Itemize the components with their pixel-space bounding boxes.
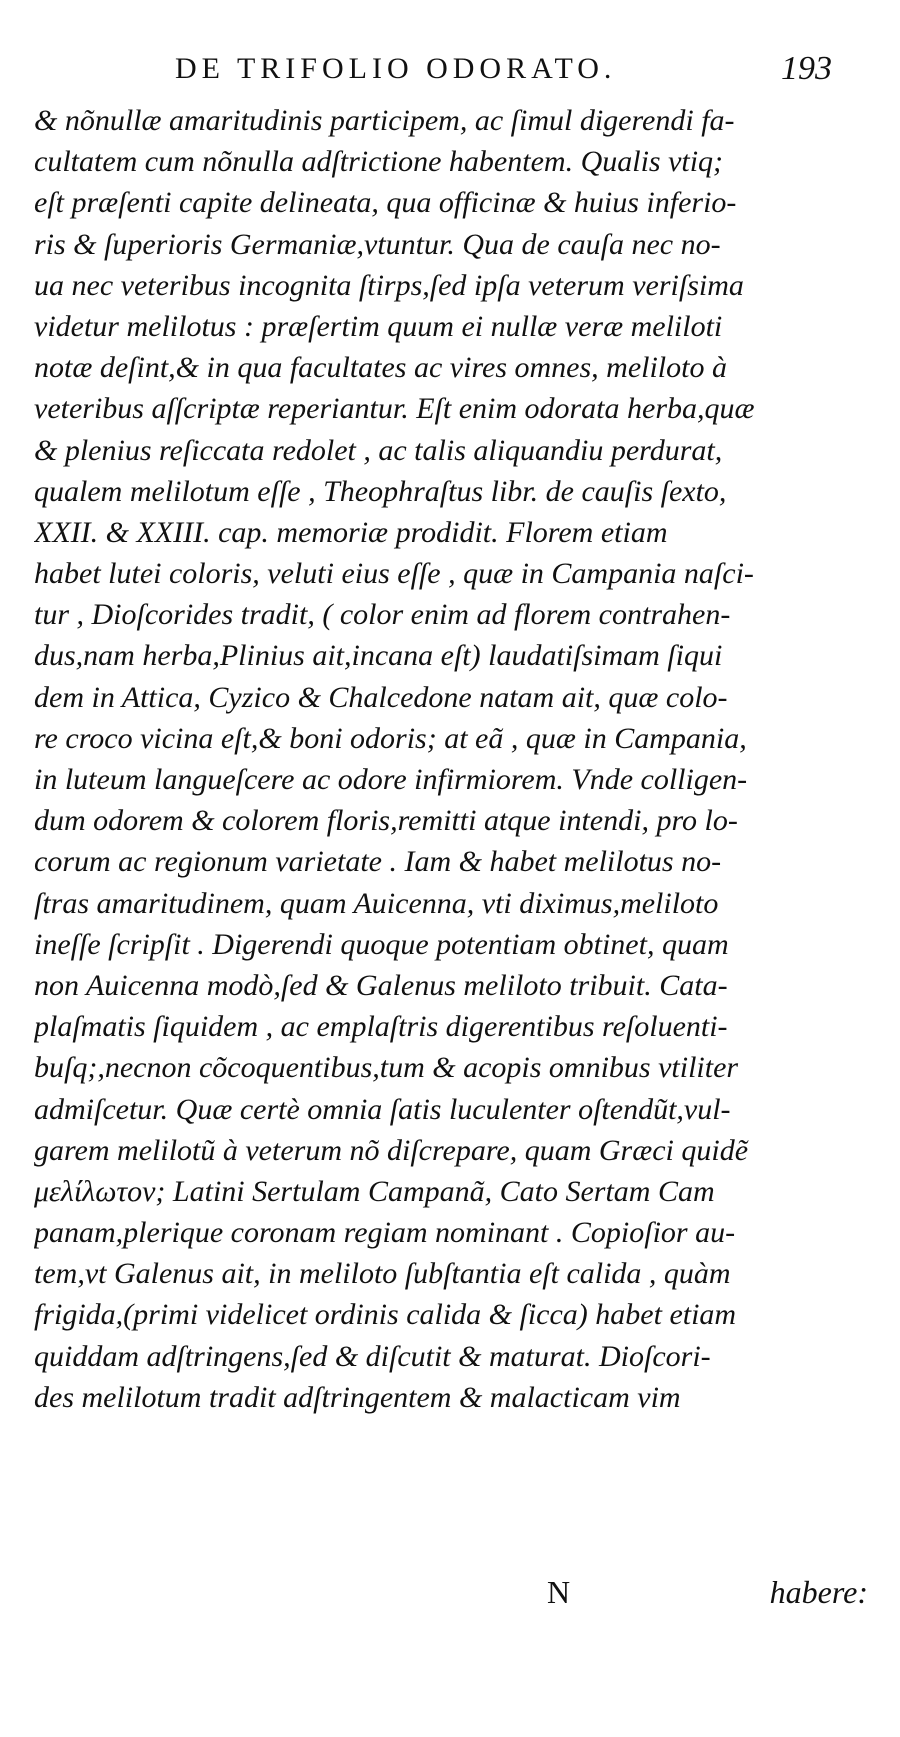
text-line: re croco vicina eſt,& boni odoris; at eã , quæ in Campania, [34, 721, 747, 755]
text-line: ua nec veteribus incognita ſtirps,ſed ipſa veterum veriſsima [34, 268, 744, 302]
text-line: eſt præſenti capite delineata, qua officinæ & huius inferio- [34, 186, 737, 220]
text-line: videtur melilotus : præſertim quum ei nullæ veræ meliloti [34, 309, 723, 343]
text-line: ineſſe ſcripſit . Digerendi quoque potentiam obtinet, quam [34, 927, 729, 961]
page-footer [34, 1574, 868, 1620]
catchword: habere: [769, 1574, 868, 1610]
signature-mark: N [547, 1574, 571, 1610]
text-line: frigida,(primi videlicet ordinis calida & ſicca) habet etiam [34, 1298, 737, 1332]
text-line: non Auicenna modò,ſed & Galenus meliloto tribuit. Cata- [34, 968, 728, 1002]
text-line: garem melilotũ à veterum nõ diſcrepare, quam Græci quidẽ [34, 1133, 749, 1167]
body-text [34, 100, 874, 1418]
running-title: DE TRIFOLIO ODORATO. [175, 52, 617, 85]
text-line: & plenius reſiccata redolet , ac talis aliquandiu perdurat, [34, 433, 723, 467]
text-line: plaſmatis ſiquidem , ac emplaſtris digerentibus reſoluenti- [34, 1010, 728, 1044]
text-line: dus,nam herba,Plinius ait,incana eſt) laudatiſsimam ſiqui [34, 639, 723, 673]
page-number: 193 [781, 50, 832, 87]
text-line: ſtras amaritudinem, quam Auicenna, vti diximus,meliloto [34, 886, 719, 920]
text-line: notæ deſint,& in qua facultates ac vires omnes, meliloto à [34, 351, 727, 385]
text-line: quiddam adſtringens,ſed & diſcutit & maturat. Dioſcori- [34, 1339, 711, 1373]
text-line: XXII. & XXIII. cap. memoriæ prodidit. Florem etiam [34, 515, 668, 549]
text-line: habet lutei coloris, veluti eius eſſe , quæ in Campania naſci- [34, 557, 754, 591]
text-line: tur , Dioſcorides tradit, ( color enim ad florem contrahen- [34, 598, 731, 632]
text-line: μελίλωτον; Latini Sertulam Campanã, Cato Sertam Cam [34, 1174, 715, 1208]
text-line: in luteum langueſcere ac odore infirmiorem. Vnde colligen- [34, 763, 748, 796]
text-line: & nõnullæ amaritudinis participem, ac ſimul digerendi fa- [34, 104, 735, 137]
text-line: tem,vt Galenus ait, in meliloto ſubſtantia eſt calida , quàm [34, 1257, 731, 1291]
text-line: panam,plerique coronam regiam nominant . Copioſior au- [34, 1216, 736, 1250]
text-line: dem in Attica, Cyzico & Chalcedone natam ait, quæ colo- [34, 680, 728, 714]
text-line: qualem melilotum eſſe , Theophraſtus libr. de cauſis ſexto, [34, 474, 727, 508]
text-line: cultatem cum nõnulla adſtrictione habentem. Qualis vtiq; [34, 145, 724, 179]
text-line: corum ac regionum varietate . Iam & habet melilotus no- [34, 845, 722, 879]
text-line: veteribus aſſcriptæ reperiantur. Eſt enim odorata herba,quæ [34, 392, 755, 426]
text-line: dum odorem & colorem floris,remitti atque intendi, pro lo- [34, 804, 738, 838]
text-line: des melilotum tradit adſtringentem & malacticam vim [34, 1380, 681, 1414]
text-line: ris & ſuperioris Germaniæ,vtuntur. Qua de cauſa nec no- [34, 227, 721, 261]
text-line: admiſcetur. Quæ certè omnia ſatis luculenter oſtendũt,vul- [34, 1092, 731, 1126]
text-line: buſq;,necnon cõcoquentibus,tum & acopis omnibus vtiliter [34, 1051, 739, 1085]
